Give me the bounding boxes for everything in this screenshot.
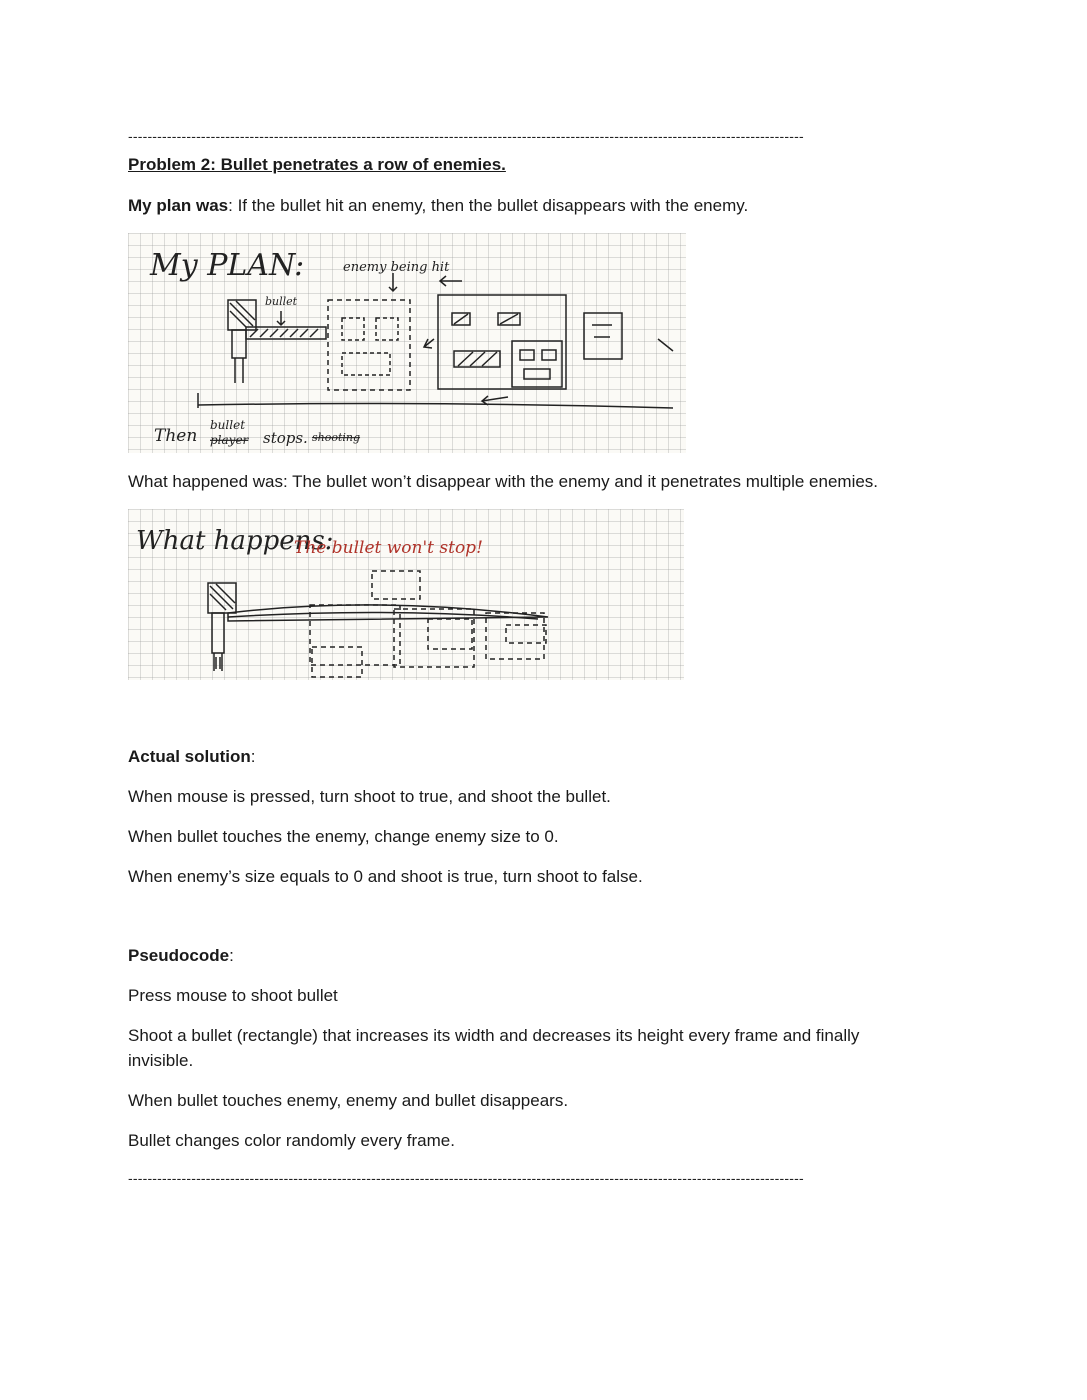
bullet-arrow [277,311,285,325]
player-body [232,330,246,358]
caption-stops: stops. [263,429,308,447]
actual-colon: : [250,747,256,766]
separator-line-bottom: ------------------------------------------------------------------------------------------------------------------------------------------- [128,1170,804,1186]
actual-line-3: When enemy’s size equals to 0 and shoot is true, turn shoot to false. [128,867,643,886]
plan-sketch-image [128,233,686,453]
caption-then: Then [154,426,198,446]
actual-label: Actual solution [128,747,251,766]
happens-red-text: The bullet won't stop! [294,538,483,558]
player-hatch [230,301,255,327]
happens-title: What happens: [136,526,334,556]
player-legs [235,358,243,383]
happened-paragraph: What happened was: The bullet won’t disappear with the enemy and it penetrates multiple enemies. [128,472,879,491]
actual-line-1: When mouse is pressed, turn shoot to true, and shoot the bullet. [128,787,611,806]
enemy-hit-dashed [328,300,410,390]
problem-heading: Problem 2: Bullet penetrates a row of enemies. [128,155,506,174]
far-enemy [584,313,622,359]
actual-solution-heading [128,747,256,767]
bullet-label: bullet [265,295,298,308]
plan-title: My PLAN: [150,248,305,283]
caption-struck-player: player [210,433,249,447]
pseudo-colon: : [229,946,234,965]
happens-sketch-image [128,509,684,680]
pseudo-line-4: When bullet touches enemy, enemy and bullet disappears. [128,1091,569,1110]
enemy-group-box [438,295,566,389]
pseudo-line-3: invisible. [128,1051,194,1070]
happens-sketch-drawing [128,509,684,680]
actual-line-2: When bullet touches the enemy, change enemy size to 0. [128,827,559,846]
pseudocode-heading [128,946,234,966]
plan-label: My plan was [128,196,229,215]
plan-text: : If the bullet hit an enemy, then the bullet disappears with the enemy. [228,196,749,215]
ground-line [198,393,673,408]
plan-sketch-drawing [128,233,686,453]
pseudo-line-1: Press mouse to shoot bullet [128,986,338,1005]
enemy-arrow [389,273,397,291]
caption-bullet: bullet [210,418,246,432]
separator-line-top: ------------------------------------------------------------------------------------------------------------------------------------------- [128,128,804,144]
enemy-label: enemy being hit [343,260,450,275]
player-body-2 [212,613,224,653]
caption-struck-shooting: shooting [312,431,361,444]
pseudo-label: Pseudocode [128,946,230,965]
penetrated-enemies [310,571,546,677]
plan-paragraph [128,196,748,216]
pseudo-line-5: Bullet changes color randomly every frame. [128,1131,455,1150]
pseudo-line-2: Shoot a bullet (rectangle) that increases its width and decreases its height every frame and finally [128,1026,860,1045]
